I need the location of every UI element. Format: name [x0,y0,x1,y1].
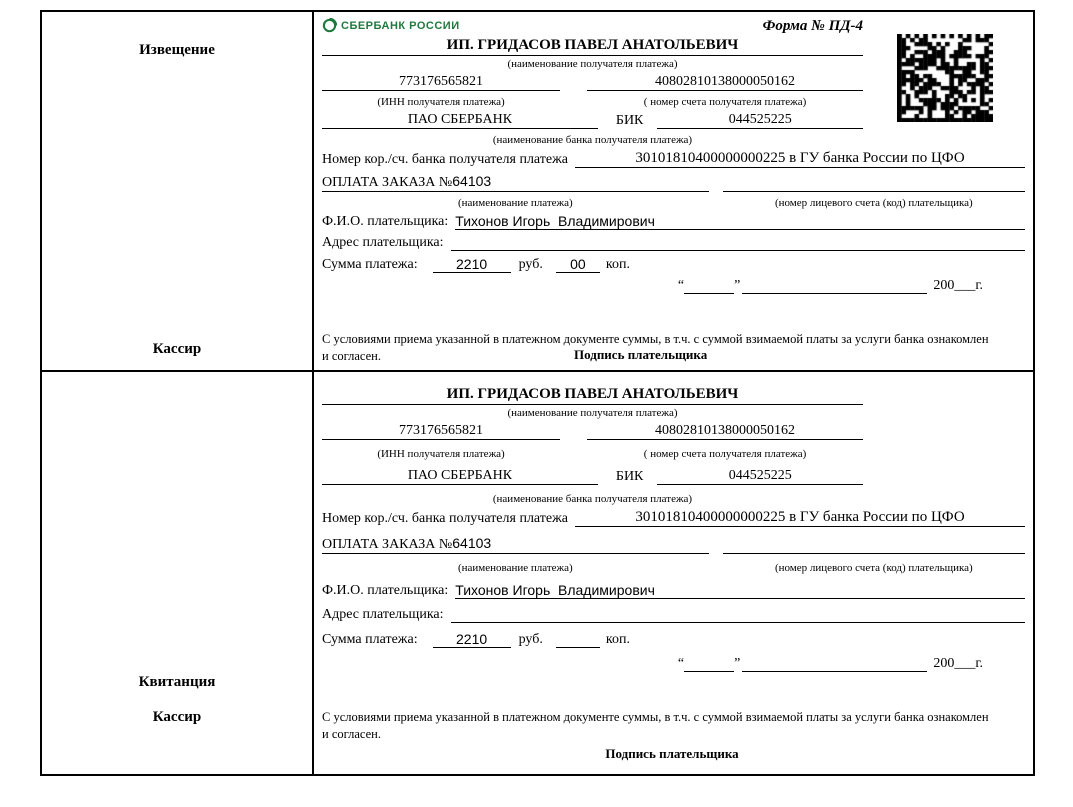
corr-account-value: 30101810400000000225 в ГУ банка России по ЦФО [575,150,1025,168]
payer-fio-label: Ф.И.О. плательщика: [322,214,449,229]
personal-account-blank [723,553,1025,554]
payment-name [322,535,709,554]
payment-name-label: (наименование платежа) [457,562,573,574]
receipt-section [42,372,1033,774]
sum-label: Сумма платежа: [322,632,418,647]
order-number: 64103 [452,535,492,551]
sum-kop-value: 00 [556,256,600,273]
receipt-form-area [314,372,1033,774]
recipient-name-label: (наименование получателя платежа) [507,58,678,70]
bik-value: 044525225 [657,468,863,485]
payer-fio-value: Тихонов Игорь Владимирович [455,582,1025,599]
bank-name: ПАО СБЕРБАНК [322,112,598,129]
date-month-blank [742,293,927,294]
agreement-text: С условиями приема указанной в платежном документе суммы, в т.ч. с суммой взимаемой платы за услуги банка ознакомлен и согласен. [322,710,989,741]
payment-form-pd4 [40,10,1035,776]
sum-rub-value: 2210 [433,631,511,648]
bank-name-label: (наименование банка получателя платежа) [492,134,693,146]
notice-section [42,12,1033,372]
sberbank-logo-text: СБЕРБАНК РОССИИ [341,19,460,32]
date-month-blank [742,671,927,672]
date-quote-close: ” [734,656,741,671]
inn-value: 773176565821 [322,74,560,91]
rub-label: руб. [518,257,543,272]
account-label: ( номер счета получателя платежа) [643,448,807,460]
inn-label: (ИНН получателя платежа) [377,448,505,460]
qr-code [897,34,993,122]
sum-label: Сумма платежа: [322,257,418,272]
kop-label: коп. [605,632,630,647]
payer-address-blank [451,622,1025,623]
corr-account-label: Номер кор./сч. банка получателя платежа [322,152,568,167]
personal-account-label: (номер лицевого счета (код) плательщика) [774,197,973,209]
date-year: 200___г. [933,656,983,671]
notice-section-label: Извещение [139,42,215,58]
receipt-cashier-label: Кассир [152,709,202,725]
receipt-left-column [42,372,314,774]
payer-address-label: Адрес плательщика: [322,607,444,622]
rub-label: руб. [518,632,543,647]
agreement-block [322,709,1025,762]
form-number: Форма № ПД-4 [762,18,863,34]
receipt-section-label: Квитанция [138,674,216,690]
bik-label: БИК [615,469,644,484]
corr-account-label: Номер кор./сч. банка получателя платежа [322,511,568,526]
recipient-name-label: (наименование получателя платежа) [507,407,678,419]
date-quote-open: “ [677,278,685,293]
notice-cashier-label: Кассир [152,341,202,357]
account-label: ( номер счета получателя платежа) [643,96,807,108]
order-number: 64103 [452,173,492,189]
sberbank-emblem-icon [322,18,337,33]
kop-label: коп. [605,257,630,272]
signature-label: Подпись плательщика [574,347,708,362]
agreement-block [322,331,1025,364]
inn-value: 773176565821 [322,423,560,440]
payer-fio-value: Тихонов Игорь Владимирович [455,213,1025,230]
corr-account-value: 30101810400000000225 в ГУ банка России по ЦФО [575,509,1025,527]
recipient-name: ИП. ГРИДАСОВ ПАВЕЛ АНАТОЛЬЕВИЧ [322,386,863,405]
qr-canvas [897,34,993,122]
bik-label: БИК [615,113,644,128]
date-quote-open: “ [677,656,685,671]
payer-fio-label: Ф.И.О. плательщика: [322,583,449,598]
notice-form-area [314,12,1033,370]
payment-name-prefix: ОПЛАТА ЗАКАЗА № [322,175,453,190]
personal-account-blank [723,191,1025,192]
sum-rub-value: 2210 [433,256,511,273]
payment-name-prefix: ОПЛАТА ЗАКАЗА № [322,537,453,552]
payer-address-blank [451,250,1025,251]
bank-name: ПАО СБЕРБАНК [322,468,598,485]
inn-label: (ИНН получателя платежа) [377,96,505,108]
personal-account-label: (номер лицевого счета (код) плательщика) [774,562,973,574]
account-value: 40802810138000050162 [587,74,863,91]
recipient-name: ИП. ГРИДАСОВ ПАВЕЛ АНАТОЛЬЕВИЧ [322,37,863,56]
bank-name-label: (наименование банка получателя платежа) [492,493,693,505]
notice-left-column [42,12,314,370]
payer-address-label: Адрес плательщика: [322,235,444,250]
date-day-blank [684,671,734,672]
sum-kop-value [556,647,600,648]
signature-label: Подпись плательщика [605,746,739,761]
payment-name [322,173,709,192]
account-value: 40802810138000050162 [587,423,863,440]
date-day-blank [684,293,734,294]
date-year: 200___г. [933,278,983,293]
agreement-text: С условиями приема указанной в платежном документе суммы, в т.ч. с суммой взимаемой платы за услуги банка ознакомлен и согласен. [322,332,989,363]
sberbank-logo [322,18,460,33]
payment-name-label: (наименование платежа) [457,197,573,209]
date-quote-close: ” [734,278,741,293]
bik-value: 044525225 [657,112,863,129]
